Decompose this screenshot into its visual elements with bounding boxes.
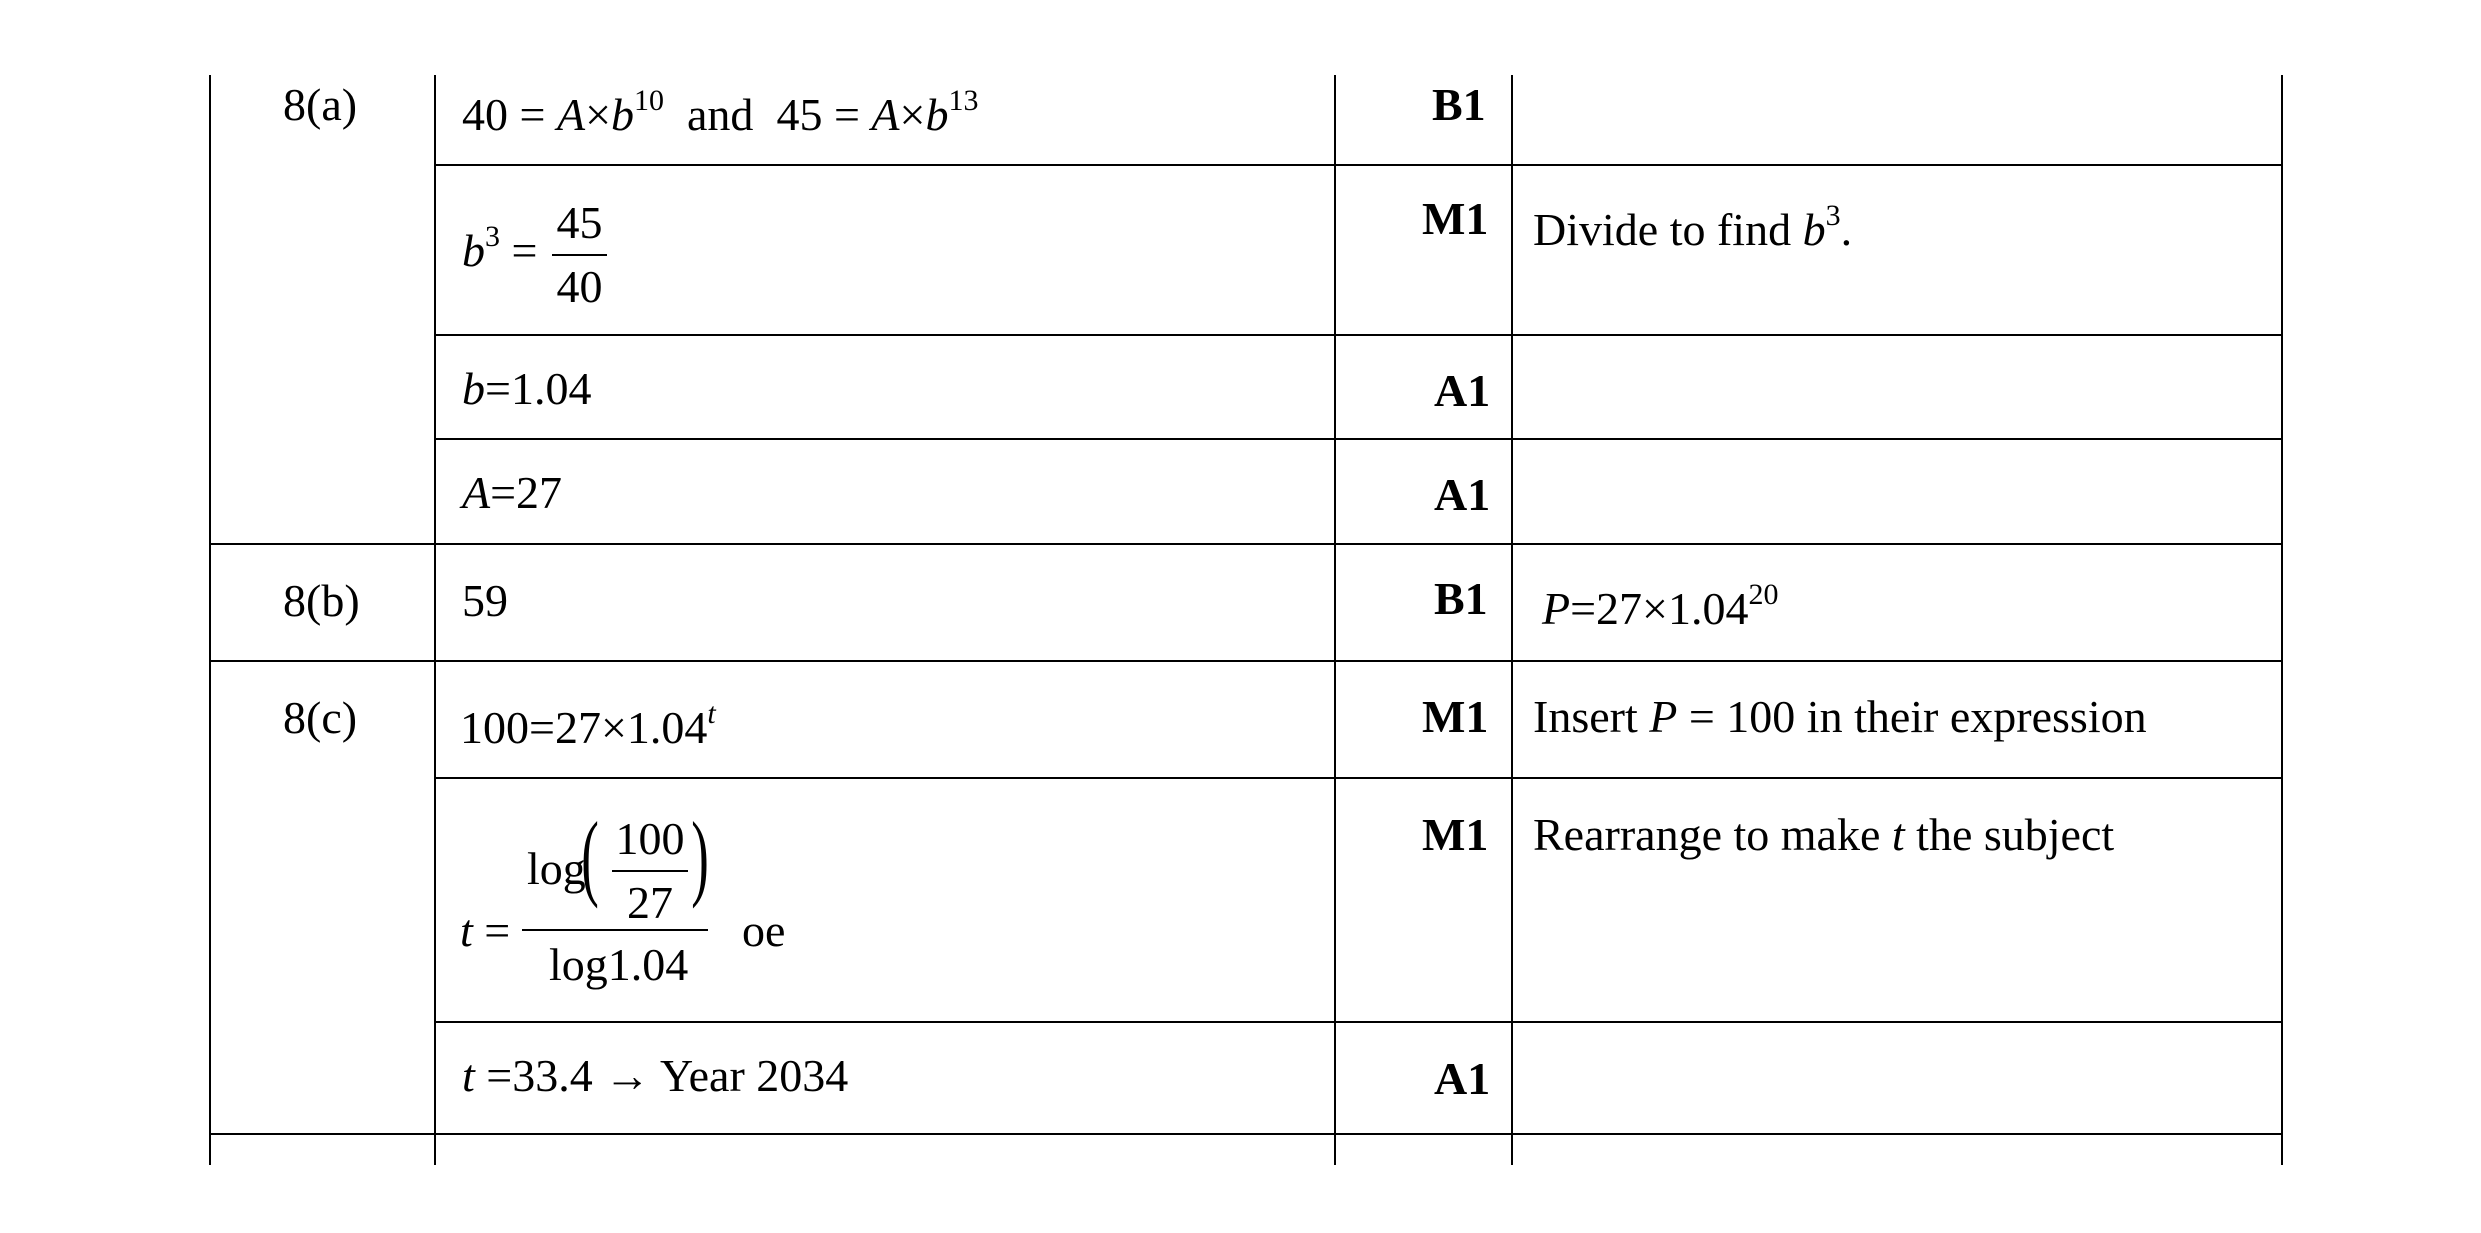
mark-code: M1	[1422, 691, 1489, 742]
answer-cell: 59	[462, 575, 508, 626]
answer-cell: $100=27\times 1.04^t$	[460, 697, 716, 753]
table-rule	[209, 75, 211, 1165]
mark-code: A1	[1434, 365, 1491, 416]
table-rule	[434, 777, 2283, 779]
table-rule	[434, 75, 436, 1165]
question-number: 8(a)	[283, 79, 358, 130]
question-number: 8(c)	[283, 692, 358, 743]
mark-code: B1	[1432, 79, 1486, 130]
answer-cell: $40 = A\times b^{10}$ and $45 = A\times b^{13}$	[462, 84, 979, 140]
table-rule	[1334, 75, 1336, 1165]
mark-code: M1	[1422, 193, 1489, 244]
inner-fraction: 100 27	[612, 816, 688, 926]
table-rule	[434, 438, 2283, 440]
oe-note: oe	[742, 905, 786, 956]
mark-code: A1	[1434, 469, 1491, 520]
table-rule	[209, 543, 2283, 545]
answer-cell: t =	[460, 905, 511, 956]
right-paren: )	[691, 802, 709, 909]
answer-fraction: 45 40	[552, 200, 607, 310]
mark-code: B1	[1434, 573, 1488, 624]
outer-denominator: log1.04	[549, 939, 689, 990]
table-rule	[434, 334, 2283, 336]
table-rule	[2281, 75, 2283, 1165]
table-rule	[1511, 75, 1513, 1165]
table-rule	[434, 164, 2283, 166]
guidance-cell: Divide to find $b^3$.	[1533, 199, 1853, 255]
mark-code: M1	[1422, 809, 1489, 860]
table-rule	[209, 660, 2283, 662]
answer-cell: A=27	[462, 467, 563, 518]
guidance-cell: Rearrange to make t the subject	[1533, 809, 2115, 860]
question-number: 8(b)	[283, 575, 360, 626]
answer-cell: t =33.4 → Year 2034	[462, 1050, 849, 1101]
answer-cell: b=1.04	[462, 363, 592, 414]
guidance-cell: Insert P = 100 in their expression	[1533, 691, 2147, 742]
log-label: log	[527, 843, 586, 894]
fraction-bar	[522, 929, 708, 931]
table-rule	[209, 1133, 2283, 1135]
answer-cell: $b^3$ =	[462, 220, 538, 276]
table-rule	[434, 1021, 2283, 1023]
guidance-cell: $P=27\times 1.04^{20}$	[1542, 578, 1779, 634]
mark-code: A1	[1434, 1053, 1491, 1104]
left-paren: (	[581, 802, 599, 909]
